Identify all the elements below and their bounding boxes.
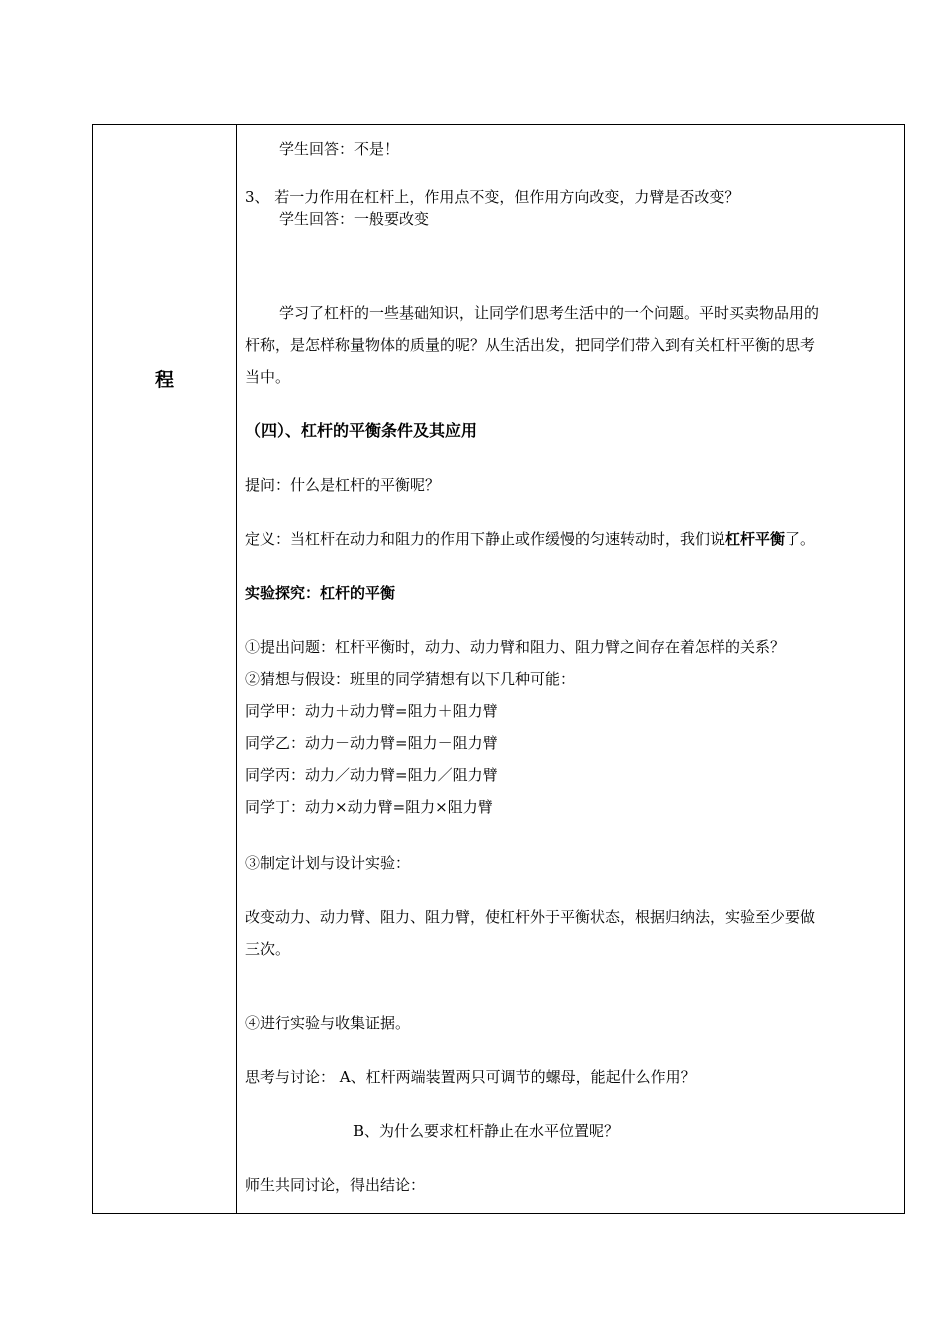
discussion-b: B、为什么要求杠杆静止在水平位置呢？ xyxy=(353,1122,620,1140)
conclusion: 师生共同讨论，得出结论： xyxy=(245,1176,426,1194)
definition-suffix: 了。 xyxy=(785,530,816,548)
intro-line-2: 杆称，是怎样称量物体的质量的呢？从生活出发，把同学们带入到有关杠杆平衡的思考 xyxy=(245,336,816,354)
step-3: ③制定计划与设计实验： xyxy=(245,854,411,872)
lesson-table xyxy=(92,124,905,1214)
guess-a: 同学甲：动力＋动力臂=阻力＋阻力臂 xyxy=(245,702,498,720)
question-3: 3、 若一力作用在杠杆上，作用点不变，但作用方向改变，力臂是否改变？ xyxy=(245,188,740,206)
guess-d: 同学丁：动力×动力臂=阻力×阻力臂 xyxy=(245,798,493,816)
stage-label: 程 xyxy=(154,369,174,391)
column-divider xyxy=(236,125,237,1213)
step-2: ②猜想与假设：班里的同学猜想有以下几种可能： xyxy=(245,670,576,688)
plan-line-2: 三次。 xyxy=(245,940,291,958)
definition-term: 杠杆平衡 xyxy=(725,530,786,548)
intro-line-3: 当中。 xyxy=(245,368,291,386)
student-answer-1: 学生回答：不是！ xyxy=(279,140,400,158)
intro-line-1: 学习了杠杆的一些基础知识，让同学们思考生活中的一个问题。平时买卖物品用的 xyxy=(279,304,820,322)
step-1: ①提出问题：杠杆平衡时，动力、动力臂和阻力、阻力臂之间存在着怎样的关系？ xyxy=(245,638,786,656)
question-prompt: 提问：什么是杠杆的平衡呢？ xyxy=(245,476,441,494)
guess-b: 同学乙：动力－动力臂=阻力－阻力臂 xyxy=(245,734,498,752)
student-answer-2: 学生回答：一般要改变 xyxy=(279,210,430,228)
definition-prefix: 定义：当杠杆在动力和阻力的作用下静止或作缓慢的匀速转动时，我们说 xyxy=(245,530,726,548)
plan-line-1: 改变动力、动力臂、阻力、阻力臂，使杠杆外于平衡状态，根据归纳法，实验至少要做 xyxy=(245,908,816,926)
experiment-heading: 实验探究：杠杆的平衡 xyxy=(245,584,396,602)
discussion-a: 思考与讨论： A、杠杆两端装置两只可调节的螺母，能起什么作用？ xyxy=(245,1068,696,1086)
guess-c: 同学丙：动力／动力臂=阻力／阻力臂 xyxy=(245,766,498,784)
section-heading: （四）、杠杆的平衡条件及其应用 xyxy=(245,421,478,440)
definition xyxy=(245,529,815,549)
step-4: ④进行实验与收集证据。 xyxy=(245,1014,411,1032)
